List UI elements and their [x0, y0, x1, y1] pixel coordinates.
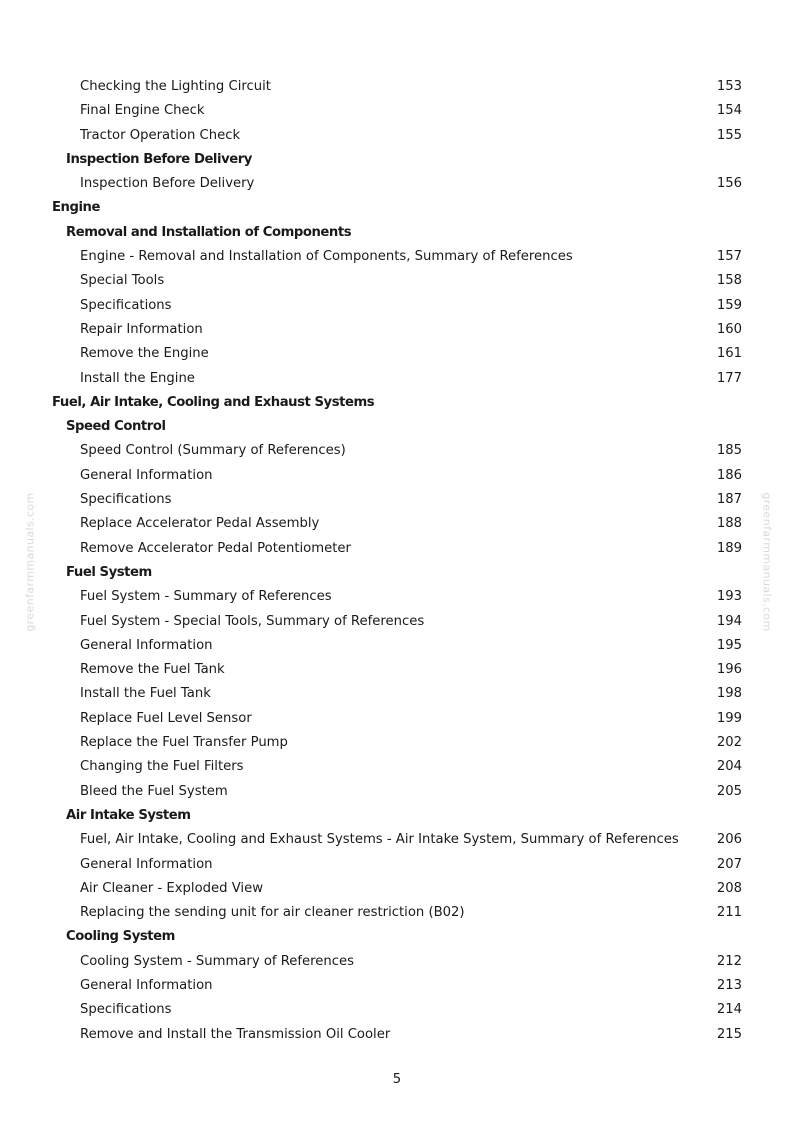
toc-entry[interactable]	[0, 439, 794, 463]
toc-entry-title: Cooling System	[66, 929, 175, 945]
toc-entry[interactable]	[0, 269, 794, 293]
toc-entry-page: 213	[716, 977, 742, 993]
toc-entry-page: 156	[716, 176, 742, 192]
toc-entry-page: 189	[716, 540, 742, 556]
toc-entry-page: 185	[716, 443, 742, 459]
toc-section-heading	[0, 804, 794, 828]
toc-entry-title: Install the Fuel Tank	[80, 686, 211, 702]
toc-entry[interactable]	[0, 464, 794, 488]
toc-entry[interactable]	[0, 634, 794, 658]
toc-entry-title: Replace Fuel Level Sensor	[80, 710, 252, 726]
toc-entry-title: Air Intake System	[66, 807, 191, 823]
toc-section-heading	[0, 221, 794, 245]
toc-entry-title: Specifications	[80, 297, 172, 313]
toc-entry[interactable]	[0, 585, 794, 609]
toc-entry-page: 161	[716, 346, 742, 362]
toc-entry[interactable]	[0, 512, 794, 536]
toc-entry-page: 154	[716, 103, 742, 119]
toc-entry-title: Remove and Install the Transmission Oil Cooler	[80, 1026, 391, 1042]
toc-entry-page: 214	[716, 1002, 742, 1018]
toc-entry-title: General Information	[80, 856, 213, 872]
toc-section-heading	[0, 561, 794, 585]
watermark-right: greenfarmmanuals.com	[760, 492, 774, 632]
toc-entry[interactable]	[0, 828, 794, 852]
toc-chapter-heading	[0, 196, 794, 220]
toc-entry-page: 205	[716, 783, 742, 799]
toc-entry-page: 187	[716, 492, 742, 508]
toc-entry-title: Remove the Engine	[80, 346, 209, 362]
toc-chapter-heading	[0, 391, 794, 415]
toc-section-heading	[0, 415, 794, 439]
toc-entry[interactable]	[0, 950, 794, 974]
toc-entry[interactable]	[0, 755, 794, 779]
toc-entry-title: Cooling System - Summary of References	[80, 953, 355, 969]
page-number: 5	[392, 1072, 402, 1087]
toc-entry-title: Inspection Before Delivery	[66, 151, 252, 167]
toc-entry-title: Fuel, Air Intake, Cooling and Exhaust Systems - Air Intake System, Summary of References	[80, 832, 679, 848]
toc-entry[interactable]	[0, 367, 794, 391]
watermark-left: greenfarmmanuals.com	[23, 492, 37, 632]
toc-entry-title: Changing the Fuel Filters	[80, 759, 244, 775]
toc-entry-page: 177	[716, 370, 742, 386]
toc-entry-page: 196	[716, 662, 742, 678]
toc-entry-title: Final Engine Check	[80, 103, 205, 119]
toc-entry-page: 159	[716, 297, 742, 313]
toc-entry-title: Repair Information	[80, 321, 203, 337]
toc-entry-page: 158	[716, 273, 742, 289]
toc-entry[interactable]	[0, 294, 794, 318]
toc-entry-page: 215	[716, 1026, 742, 1042]
toc-entry-title: Specifications	[80, 1002, 172, 1018]
toc-entry-title: Speed Control	[66, 419, 166, 435]
toc-entry[interactable]	[0, 99, 794, 123]
toc-entry-title: Removal and Installation of Components	[66, 224, 352, 240]
toc-entry[interactable]	[0, 901, 794, 925]
toc-entry-page: 195	[716, 637, 742, 653]
toc-entry-title: Replace the Fuel Transfer Pump	[80, 735, 288, 751]
toc-entry-title: Bleed the Fuel System	[80, 783, 228, 799]
toc-entry-title: Fuel System - Special Tools, Summary of References	[80, 613, 425, 629]
toc-section-heading	[0, 148, 794, 172]
toc-entry-title: Engine	[52, 200, 100, 216]
toc-entry[interactable]	[0, 318, 794, 342]
toc-entry[interactable]	[0, 707, 794, 731]
toc-entry-title: Air Cleaner - Exploded View	[80, 880, 263, 896]
toc-entry-title: General Information	[80, 637, 213, 653]
toc-entry-page: 193	[716, 589, 742, 605]
toc-entry-page: 160	[716, 321, 742, 337]
toc-entry[interactable]	[0, 75, 794, 99]
toc-entry[interactable]	[0, 124, 794, 148]
toc-entry-title: Tractor Operation Check	[80, 127, 241, 143]
toc-entry[interactable]	[0, 488, 794, 512]
toc-entry-page: 212	[716, 953, 742, 969]
toc-entry-title: Replace Accelerator Pedal Assembly	[80, 516, 320, 532]
toc-entry-page: 188	[716, 516, 742, 532]
toc-entry-title: Specifications	[80, 492, 172, 508]
toc-entry-title: Fuel System - Summary of References	[80, 589, 332, 605]
toc-entry-page: 157	[716, 249, 742, 265]
toc-entry[interactable]	[0, 682, 794, 706]
toc-entry-page: 198	[716, 686, 742, 702]
toc-entry[interactable]	[0, 537, 794, 561]
toc-entry[interactable]	[0, 780, 794, 804]
toc-entry-title: Special Tools	[80, 273, 165, 289]
toc-entry-page: 194	[716, 613, 742, 629]
toc-entry-title: Remove Accelerator Pedal Potentiometer	[80, 540, 351, 556]
toc-entry-title: Remove the Fuel Tank	[80, 662, 225, 678]
toc-entry-title: Fuel, Air Intake, Cooling and Exhaust Systems	[52, 394, 375, 410]
toc-entry[interactable]	[0, 658, 794, 682]
toc-entry-title: Replacing the sending unit for air cleaner restriction (B02)	[80, 905, 465, 921]
table-of-contents	[0, 75, 794, 1047]
toc-entry[interactable]	[0, 172, 794, 196]
toc-entry[interactable]	[0, 1023, 794, 1047]
toc-entry-title: Speed Control (Summary of References)	[80, 443, 346, 459]
toc-entry-page: 199	[716, 710, 742, 726]
toc-entry[interactable]	[0, 877, 794, 901]
toc-entry[interactable]	[0, 245, 794, 269]
toc-entry-page: 186	[716, 467, 742, 483]
toc-entry-page: 202	[716, 735, 742, 751]
toc-entry-title: General Information	[80, 467, 213, 483]
toc-entry-title: Engine - Removal and Installation of Components, Summary of References	[80, 249, 573, 265]
toc-entry-page: 206	[716, 832, 742, 848]
toc-entry-page: 153	[716, 79, 742, 94]
toc-entry-page: 155	[716, 127, 742, 143]
toc-entry[interactable]	[0, 853, 794, 877]
toc-entry-title: Fuel System	[66, 564, 152, 580]
toc-entry[interactable]	[0, 731, 794, 755]
toc-entry[interactable]	[0, 610, 794, 634]
toc-entry[interactable]	[0, 974, 794, 998]
toc-entry-page: 211	[716, 905, 742, 921]
toc-entry-title: Install the Engine	[80, 370, 195, 386]
toc-entry-title: Checking the Lighting Circuit	[80, 79, 271, 94]
toc-entry[interactable]	[0, 998, 794, 1022]
toc-entry-page: 204	[716, 759, 742, 775]
toc-entry-title: Inspection Before Delivery	[80, 176, 255, 192]
toc-entry-page: 208	[716, 880, 742, 896]
toc-entry-page: 207	[716, 856, 742, 872]
toc-section-heading	[0, 925, 794, 949]
toc-entry[interactable]	[0, 342, 794, 366]
toc-entry-title: General Information	[80, 977, 213, 993]
